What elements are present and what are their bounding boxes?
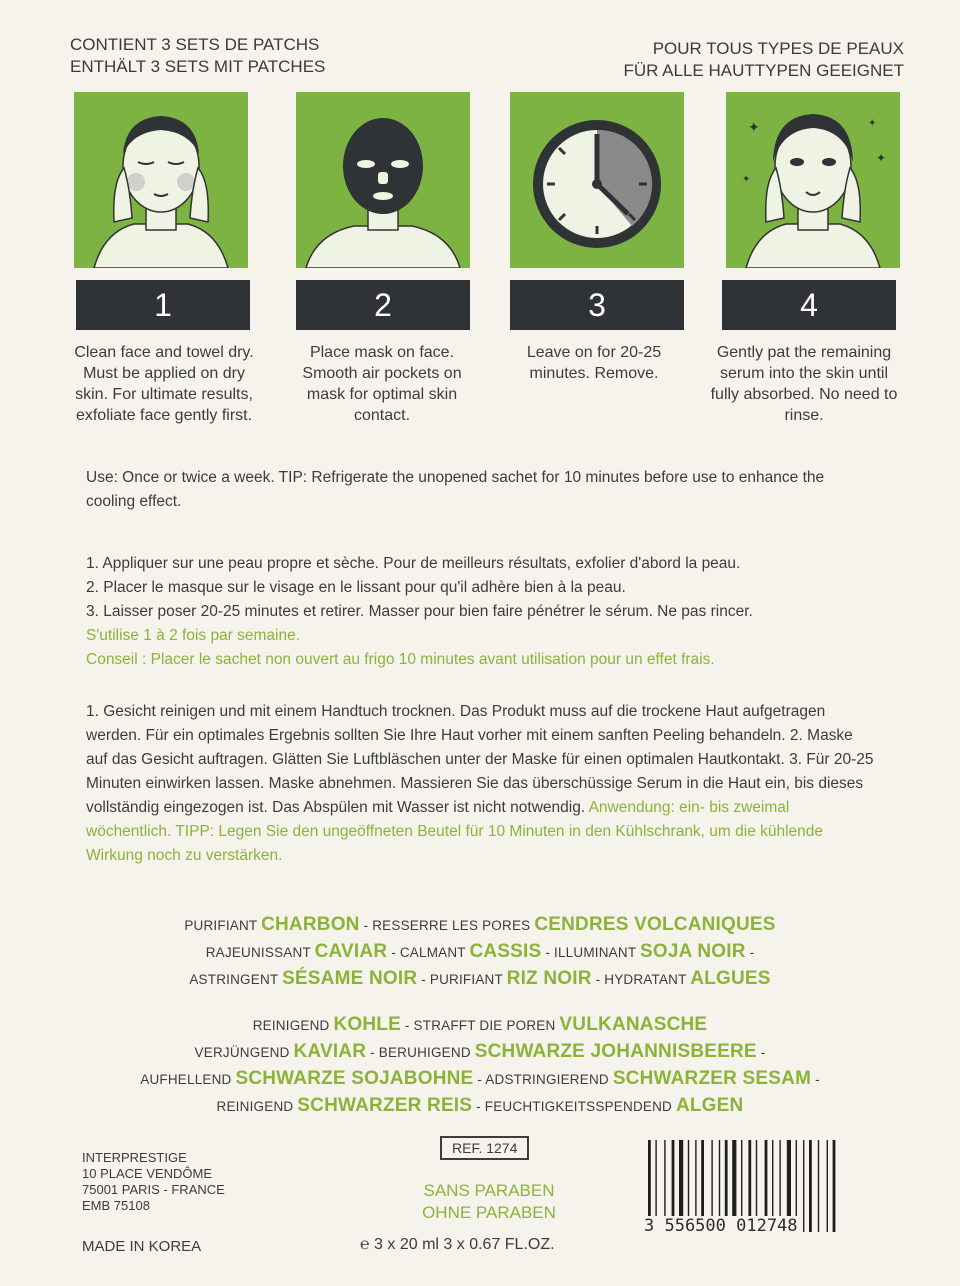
ingredient-de-name: SCHWARZE SOJABOHNE (235, 1068, 474, 1089)
ingredient-fr-label: PURIFIANT (184, 918, 258, 933)
ingredient-fr-label: ASTRINGENT (189, 972, 279, 987)
ingredient-fr-name: CHARBON (261, 914, 360, 935)
ingredient-fr-name: RIZ NOIR (506, 968, 592, 989)
volume-label: ℮ 3 x 20 ml 3 x 0.67 FL.OZ. (360, 1236, 555, 1253)
ingredient-fr-name: SÉSAME NOIR (282, 968, 418, 989)
step-3-number: 3 (510, 280, 684, 330)
ingredient-de-separator: - (815, 1072, 820, 1087)
made-in-label: MADE IN KOREA (82, 1238, 202, 1255)
step-4-number: 4 (722, 280, 896, 330)
ingredient-de-label: - STRAFFT DIE POREN (404, 1018, 556, 1033)
usage-en: Use: Once or twice a week. TIP: Refrigerate the unopened sachet for 10 minutes before use to enhance the cooling effect. (86, 469, 825, 510)
barcode-bar (818, 1140, 819, 1232)
ingredient-de-name: SCHWARZER REIS (297, 1095, 473, 1116)
header-right (623, 38, 904, 82)
ingredient-de-label: REINIGEND (216, 1099, 294, 1114)
step-1-text: Clean face and towel dry. Must be applied on dry skin. For ultimate results, exfoliate face gently first. (74, 344, 254, 424)
svg-text:✦: ✦ (876, 151, 887, 165)
header-right-line-fr: POUR TOUS TYPES DE PEAUX (652, 39, 904, 58)
svg-text:✦: ✦ (868, 118, 877, 129)
barcode-bar (809, 1140, 812, 1232)
face-cleansing-icon (74, 92, 248, 268)
ingredient-de-label: - FEUCHTIGKEITSSPENDEND (476, 1099, 672, 1114)
step-2-number: 2 (296, 280, 470, 330)
paraben-de: OHNE PARABEN (422, 1203, 556, 1222)
ingredient-fr-label: - ILLUMINANT (545, 945, 637, 960)
usage-fr: S'utilise 1 à 2 fois par semaine. (86, 627, 301, 644)
glowing-face-icon (726, 92, 900, 268)
ingredient-de-name: SCHWARZER SESAM (612, 1068, 812, 1089)
ingredient-fr-name: ALGUES (690, 968, 771, 989)
instructions-fr-line-3: 3. Laisser poser 20-25 minutes et retirer. Masser pour bien faire pénétrer le sérum. Ne pas rincer. (86, 603, 753, 620)
header-right-line-de: FÜR ALLE HAUTTYPEN GEEIGNET (623, 61, 904, 80)
barcode-number: 3 556500 012748 (644, 1216, 798, 1236)
ingredient-de-label: REINIGEND (252, 1018, 330, 1033)
ingredient-de-name: SCHWARZE JOHANNISBEERE (474, 1041, 757, 1062)
ingredient-fr-label: RAJEUNISSANT (205, 945, 311, 960)
step-3-text: Leave on for 20-25 minutes. Remove. (526, 344, 662, 382)
tip-de: TIPP: Legen Sie den ungeöffneten Beutel für 10 Minuten in den Kühlschrank, um die kühlende Wirkung noch zu verstärken. (86, 823, 824, 864)
svg-text:✦: ✦ (748, 119, 760, 135)
ingredient-de-label: - ADSTRINGIEREND (477, 1072, 609, 1087)
barcode-bar (833, 1140, 836, 1232)
ingredient-fr-name: CAVIAR (314, 941, 388, 962)
usage-de: Anwendung: ein- bis zweimal wöchentlich. (86, 799, 790, 840)
barcode-bar (827, 1140, 828, 1232)
instructions-fr-line-2: 2. Placer le masque sur le visage en le lissant pour qu'il adhère bien à la peau. (86, 579, 626, 596)
address-line-3: 75001 PARIS - FRANCE (82, 1182, 225, 1197)
ingredient-fr-name: CASSIS (469, 941, 542, 962)
instructions-fr (86, 552, 876, 672)
address-line-4: EMB 75108 (82, 1198, 150, 1213)
ingredient-de-label: AUFHELLEND (140, 1072, 232, 1087)
ingredient-fr-name: CENDRES VOLCANIQUES (534, 914, 776, 935)
step-4-text: Gently pat the remaining serum into the skin until fully absorbed. No need to rinse. (710, 344, 898, 424)
address-line-2: 10 PLACE VENDÔME (82, 1166, 213, 1181)
ingredients-fr (60, 912, 900, 993)
instructions-fr-line-1: 1. Appliquer sur une peau propre et sèche. Pour de meilleurs résultats, exfolier d'abord la peau. (86, 555, 741, 572)
header-left (70, 34, 325, 78)
ingredient-de-label: - BERUHIGEND (370, 1045, 471, 1060)
barcode-bar (803, 1140, 804, 1232)
ingredient-fr-label: - CALMANT (391, 945, 466, 960)
ingredient-fr-separator: - (749, 945, 755, 960)
instructions-de-text: 1. Gesicht reinigen und mit einem Handtuch trocknen. Das Produkt muss auf die trockene Haut aufgetragen werden. Für ein optimales Ergebnis sollten Sie Ihre Haut vorher mit einem sanften Peeling behandeln. 2. Maske auf das Gesicht auftragen. Glätten Sie Luftbläschen unter der Maske für einen optimalen Hautkontakt. 3. Für 20-25 Minuten einwirken lassen. Maske abnehmen. Massieren Sie das überschüssige Serum in die Haut ein, bis dieses vollständig eingezogen ist. Das Abspülen mit Wasser ist nicht notwendig. (86, 703, 874, 816)
ingredient-de-name: KOHLE (333, 1014, 401, 1035)
instructions-de (86, 700, 876, 868)
ingredient-fr-label: - PURIFIANT (421, 972, 503, 987)
address-line-1: INTERPRESTIGE (82, 1150, 187, 1165)
company-address (82, 1150, 225, 1214)
ingredient-de-name: VULKANASCHE (559, 1014, 708, 1035)
paraben-fr: SANS PARABEN (423, 1181, 555, 1200)
step-1-number: 1 (76, 280, 250, 330)
ingredient-de-separator: - (760, 1045, 766, 1060)
tip-fr: Conseil : Placer le sachet non ouvert au frigo 10 minutes avant utilisation pour un effet frais. (86, 651, 715, 668)
ingredient-fr-label: - RESSERRE LES PORES (363, 918, 531, 933)
paraben-free-label (400, 1180, 578, 1224)
svg-text:✦: ✦ (742, 174, 751, 185)
ingredient-de-name: KAVIAR (293, 1041, 367, 1062)
clock-icon (510, 92, 684, 268)
header-left-line-de: ENTHÄLT 3 SETS MIT PATCHES (70, 57, 326, 76)
reference-box: REF. 1274 (440, 1136, 529, 1160)
ingredient-de-label: VERJÜNGEND (194, 1045, 290, 1060)
ingredients-de (60, 1012, 900, 1120)
step-2-text: Place mask on face. Smooth air pockets on mask for optimal skin contact. (302, 344, 462, 424)
ingredient-fr-label: - HYDRATANT (595, 972, 687, 987)
ingredient-de-name: ALGEN (675, 1095, 744, 1116)
sheet-mask-icon (296, 92, 470, 268)
header-left-line-fr: CONTIENT 3 SETS DE PATCHS (70, 35, 320, 54)
ingredient-fr-name: SOJA NOIR (640, 941, 746, 962)
